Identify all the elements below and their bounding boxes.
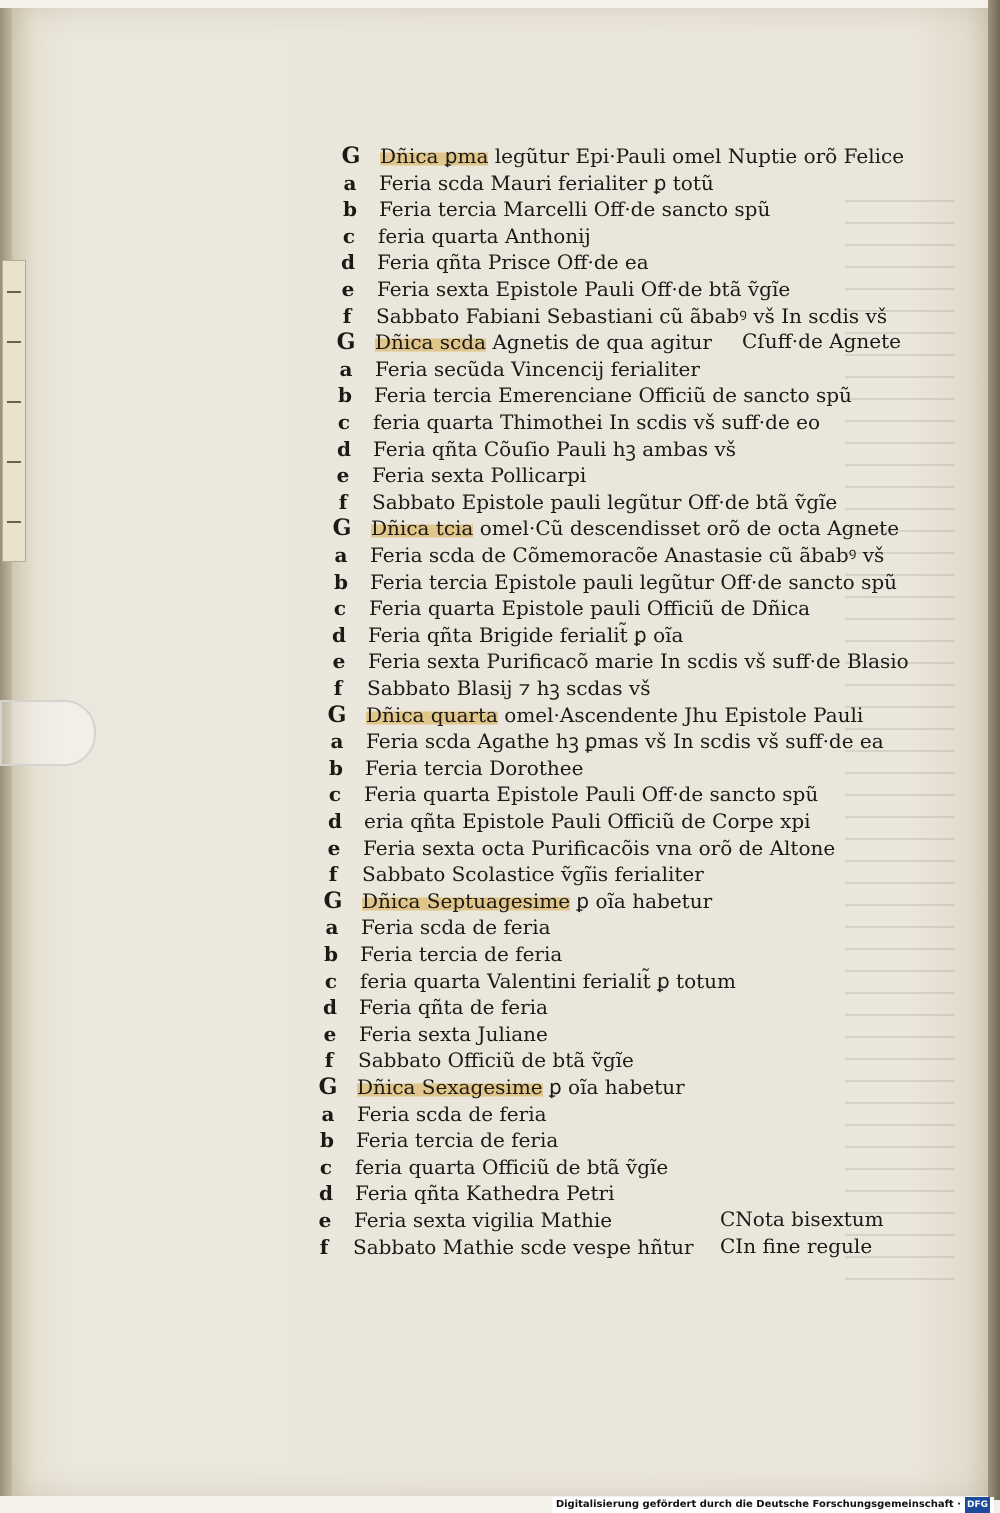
calendar-entry: Sabbato Scolastice ṽgĩis ferialiter (362, 862, 704, 887)
page-clip (0, 700, 96, 766)
calendar-entry: Feria tercia de feria (360, 942, 563, 966)
dominical-letter: c (342, 223, 356, 248)
calendar-entry: Feria scda Mauri ferialiter ꝑ totũ (379, 170, 714, 195)
margin-note: Cſuff·de Agnete (742, 329, 901, 354)
dominical-letter: c (333, 596, 347, 621)
calendar-entry: feria quarta Valentini ferialit̃ ꝑ totum (360, 968, 736, 993)
dominical-letter: a (343, 170, 357, 195)
dominical-letter: f (333, 676, 343, 700)
calendar-entry: feria quarta Officiũ de btã ṽgĩe (355, 1154, 669, 1179)
dominical-letter: e (323, 1021, 337, 1046)
dominical-letter: G (336, 329, 356, 356)
calendar-entry: Feria tercia de feria (356, 1128, 559, 1153)
dominical-letter: b (320, 1128, 334, 1153)
calendar-entry: Feria tercia Emerenciane Officiũ de sancto spũ (374, 383, 852, 408)
calendar-entry: Feria scda Agathe hꝫ ꝑmas vš In scdis vš suff·de ea (366, 729, 884, 754)
dominical-letter: e (332, 649, 346, 674)
calendar-entry: Sabbato Epistole pauli legũtur Off·de btã ṽgĩe (372, 489, 838, 514)
calendar-entry: Feria quarta Epistole Pauli Off·de sancto spũ (364, 782, 819, 807)
dominical-letter: a (330, 729, 344, 754)
calendar-entry: Sabbato Officiũ de btã ṽgĩe (358, 1048, 634, 1073)
dominical-letter: d (323, 995, 337, 1020)
dominical-letter: G (327, 701, 347, 728)
dominical-letter: f (342, 303, 352, 328)
calendar-entry: Dñica scda Agnetis de qua agitur (375, 330, 712, 355)
calendar-entry: Feria sexta Juliane (359, 1021, 548, 1046)
calendar-entry: Sabbato Blasij ⁊ hꝫ scdas vš (367, 676, 651, 700)
dominical-letter: e (341, 277, 355, 301)
calendar-entry: Feria qñta Cõuſio Pauli hꝫ ambas vš (373, 436, 737, 461)
calendar-entry: eria qñta Epistole Pauli Officiũ de Corpe xpi (364, 809, 811, 833)
dominical-letter: a (321, 1101, 335, 1126)
dominical-letter: d (328, 809, 342, 833)
calendar-entry: Dñica Septuagesime ꝑ oĩa habetur (362, 888, 713, 913)
dominical-letter: e (336, 463, 350, 488)
calendar-entry: Feria qñta Brigide ferialit̃ ꝑ oĩa (368, 622, 684, 647)
dominical-letter: c (324, 968, 338, 993)
calendar-entry: Feria sexta Epistole Pauli Off·de btã ṽgĩe (377, 277, 791, 301)
dominical-letter: a (334, 543, 348, 567)
calendar-entry: Feria secũda Vincencij ferialiter (375, 356, 700, 381)
calendar-entry: Feria tercia Epistole pauli legũtur Off·de sancto spũ (370, 569, 898, 594)
dominical-letter: a (325, 915, 339, 940)
calendar-entry: Dñica Sexagesime ꝑ oĩa habetur (357, 1075, 685, 1099)
book-edge-right (988, 0, 1000, 1500)
dominical-letter: d (332, 622, 346, 647)
calendar-entry: Feria tercia Dorothee (365, 755, 584, 780)
dominical-letter: b (343, 197, 357, 222)
calendar-entry: Feria qñta de feria (359, 995, 548, 1020)
dominical-letter: c (337, 410, 351, 434)
dominical-letter: f (324, 1048, 334, 1073)
dominical-letter: e (327, 835, 341, 860)
calendar-entry: Feria sexta Pollicarpi (372, 463, 587, 488)
dominical-letter: d (337, 436, 351, 461)
dominical-letter: f (319, 1234, 329, 1259)
dominical-letter: G (323, 887, 343, 914)
dominical-letter: G (332, 515, 352, 542)
dominical-letter: d (319, 1181, 333, 1206)
dominical-letter: b (334, 569, 348, 594)
calendar-entry: Feria quarta Epistole pauli Officiũ de Dñica (369, 596, 811, 621)
footer-credit (552, 1497, 994, 1513)
calendar-entry: Feria qñta Kathedra Petri (355, 1181, 615, 1206)
calendar-entry: Sabbato Mathie scde vespe hñtur (353, 1234, 694, 1259)
margin-note: CIn fine regule (720, 1233, 873, 1258)
calendar-entry: Feria scda de feria (361, 915, 551, 940)
dominical-letter: G (341, 143, 361, 169)
calendar-entry: feria quarta Anthonij (378, 223, 591, 248)
dominical-letter: b (329, 755, 343, 780)
dominical-letter: e (318, 1208, 332, 1232)
dominical-letter: b (324, 942, 338, 966)
calendar-entry: Feria tercia Marcelli Off·de sancto spũ (379, 197, 771, 222)
calendar-entry: Feria sexta Purificacõ marie In scdis vš suff·de Blasio (368, 649, 909, 674)
calendar-entry: Feria sexta vigilia Mathie (354, 1208, 613, 1232)
calendar-entry: Feria scda de Cõmemoracõe Anastasie cũ ãbabꝰ vš (370, 543, 885, 567)
dominical-letter: G (318, 1074, 338, 1100)
dfg-logo: DFG (965, 1497, 990, 1513)
paper-tab-strip (2, 260, 26, 562)
dominical-letter: d (341, 250, 355, 275)
dominical-letter: c (328, 782, 342, 807)
margin-note: CNota bisextum (720, 1207, 884, 1231)
dominical-letter: f (328, 862, 338, 887)
footer-text: Digitalisierung gefördert durch die Deutsche Forschungsgemeinschaft · (555, 1499, 961, 1510)
calendar-entry: Feria scda de feria (357, 1101, 547, 1126)
dominical-letter: f (338, 489, 348, 514)
dominical-letter: b (338, 383, 352, 408)
calendar-entry: Feria qñta Prisce Off·de ea (377, 250, 649, 275)
calendar-entry: Sabbato Fabiani Sebastiani cũ ãbabꝰ vš In scdis vš (376, 303, 888, 328)
calendar-entry: Dñica quarta omel·Ascendente Jhu Epistole Pauli (366, 702, 864, 727)
calendar-entry: Feria sexta octa Purificacõis vna orõ de Altone (363, 835, 836, 860)
dominical-letter: c (319, 1154, 333, 1179)
calendar-entry: feria quarta Thimothei In scdis vš suff·de eo (373, 410, 821, 434)
calendar-entry: Dñica tcia omel·Cũ descendisset orõ de octa Agnete (371, 516, 900, 541)
dominical-letter: a (339, 356, 353, 381)
calendar-entry: Dñica ꝑma legũtur Epi·Pauli omel Nuptie orõ Felice (380, 144, 905, 168)
